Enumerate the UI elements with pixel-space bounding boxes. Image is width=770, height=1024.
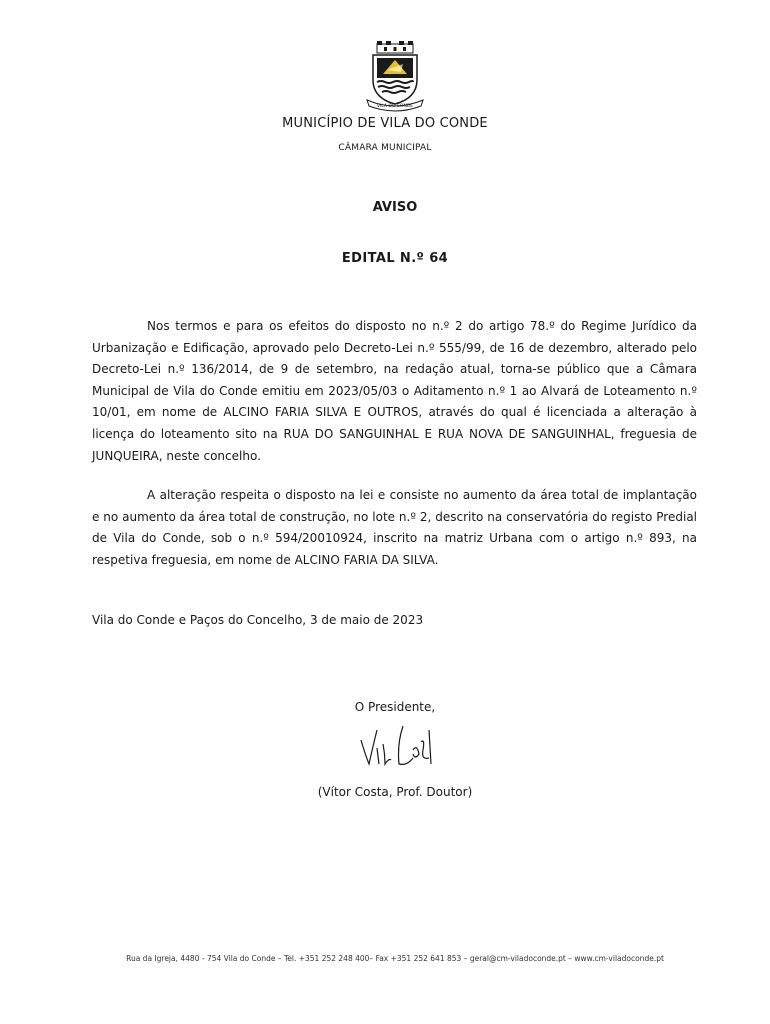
edital-number: EDITAL N.º 64 [341,251,449,266]
place-and-date: Vila do Conde e Paços do Concelho, 3 de maio de 2023 [92,613,424,627]
council-name: CÂMARA MUNICIPAL [338,143,432,153]
footer-contact: Rua da Igreja, 4480 - 754 Vila do Conde – Tel. +351 252 248 400– Fax +351 252 641 853 – geral@cm-viladoconde.pt – www.cm-viladoconde.pt [126,954,664,963]
handwritten-signature [355,720,435,772]
signer-role: O Presidente, [354,700,436,714]
municipality-name: MUNICÍPIO DE VILA DO CONDE [282,116,488,131]
body-paragraph-1: Nos termos e para os efeitos do disposto no n.º 2 do artigo 78.º do Regime Jurídico da Urbanização e Edificação, aprovado pelo Decreto-Lei n.º 555/99, de 16 de dezembro, alterado pelo Decreto-Lei n.º 136/2014, de 9 de setembro, na redação atual, torna-se público que a Câmara Municipal de Vila do Conde emitiu em 2023/05/03 o Aditamento n.º 1 ao Alvará de Loteamento n.º 10/01, em nome de ALCINO FARIA SILVA E OUTROS, através do qual é licenciada a alteração à licença do loteamento sito na RUA DO SANGUINHAL E RUA NOVA DE SANGUINHAL, freguesia de JUNQUEIRA, neste concelho. [92,319,697,463]
municipal-crest-logo [355,40,435,112]
notice-title: AVISO [372,200,418,215]
signer-name: (Vítor Costa, Prof. Doutor) [317,785,473,799]
body-paragraph-2: A alteração respeita o disposto na lei e consiste no aumento da área total de implantação e no aumento da área total de construção, no lote n.º 2, descrito na conservatória do registo Predial de Vila do Conde, sob o n.º 594/20010924, inscrito na matriz Urbana com o artigo n.º 893, na respetiva freguesia, em nome de ALCINO FARIA DA SILVA. [92,488,697,567]
crest-motto: VILA DO CONDE [376,104,414,109]
